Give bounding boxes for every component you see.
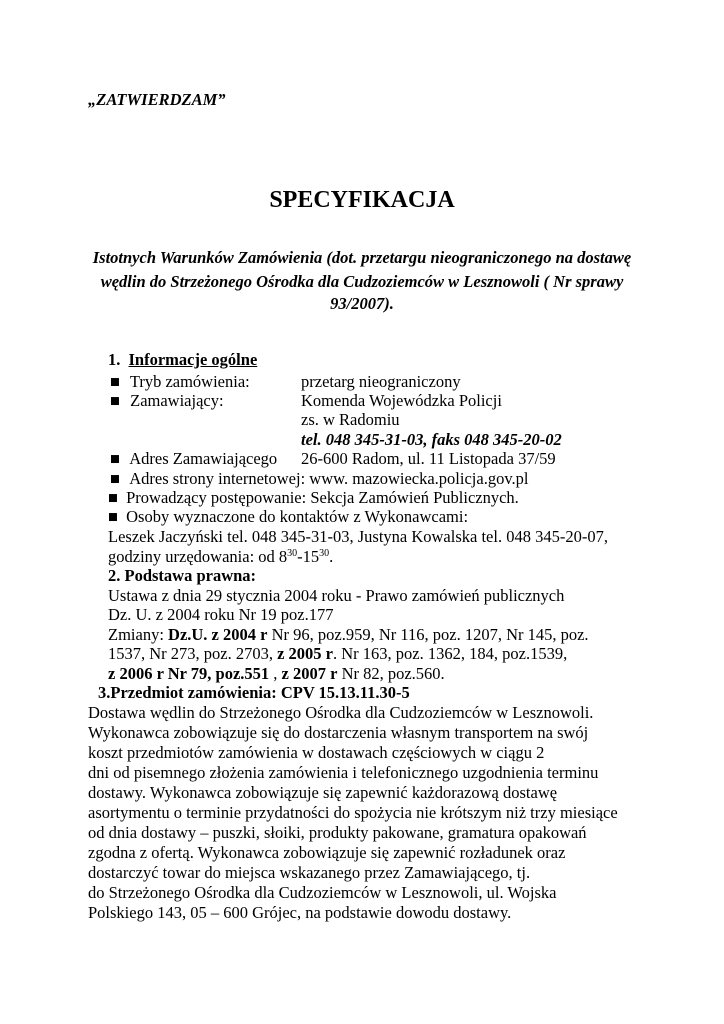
www-text: Adres strony internetowej: www. mazowiecka.policja.gov.pl	[129, 469, 529, 488]
bullet-square-icon: ■	[108, 507, 118, 526]
section-3-line: asortymentu o terminie przydatności do spożycia nie krótszym niż trzy miesiące	[88, 803, 618, 822]
section-3-line: dostawy. Wykonawca zobowiązuje się zapewnić każdorazową dostawę	[88, 783, 558, 802]
section-1-number: 1.	[108, 350, 121, 369]
section-3-line: zgodna z ofertą. Wykonawca zobowiązuje się zapewnić rozładunek oraz	[88, 843, 566, 862]
zmiany-bold: Dz.U. z 2004 r	[168, 625, 268, 644]
bullet-square-icon: ■	[110, 469, 120, 488]
section-2-line-2: Dz. U. z 2004 roku Nr 19 poz.177	[108, 605, 334, 624]
tryb-label: Tryb zamówienia:	[129, 372, 250, 391]
subtitle-line-2: wędlin do Strzeżonego Ośrodka dla Cudzoziemców w Lesznowoli ( Nr sprawy	[100, 272, 624, 291]
godziny-prefix: godziny urzędowania: od 8	[108, 547, 288, 566]
adres-value: 26-600 Radom, ul. 11 Listopada 37/59	[301, 449, 556, 468]
section-2-zmiany	[108, 625, 589, 645]
approval-heading: „ZATWIERDZAM”	[88, 90, 226, 109]
www-row	[110, 469, 528, 489]
section-1-heading	[108, 350, 257, 370]
osoby-text: Osoby wyznaczone do kontaktów z Wykonawcami:	[126, 507, 469, 526]
section-3-line: Polskiego 143, 05 – 600 Grójec, na podstawie dowodu dostawy.	[88, 903, 512, 922]
zmiany-prefix: Zmiany:	[108, 625, 169, 644]
line5-c: z 2007 r	[281, 664, 338, 683]
prowadzacy-text: Prowadzący postępowanie: Sekcja Zamówień Publicznych.	[126, 488, 519, 507]
bullet-square-icon: ■	[110, 449, 120, 468]
prowadzacy-row	[108, 488, 519, 508]
line5-b: ,	[269, 664, 282, 683]
adres-row	[110, 449, 277, 469]
section-2-line-1: Ustawa z dnia 29 stycznia 2004 roku - Prawo zamówień publicznych	[108, 586, 565, 605]
bullet-square-icon: ■	[110, 372, 120, 391]
zamawiajacy-value-2: zs. w Radomiu	[301, 410, 400, 429]
adres-label: Adres Zamawiającego	[129, 449, 278, 468]
godziny-end: .	[329, 547, 334, 566]
bullet-square-icon: ■	[110, 391, 120, 410]
section-3-line: dni od pisemnego złożenia zamówienia i telefonicznego uzgodnienia terminu	[88, 763, 599, 782]
subtitle-line-1: Istotnych Warunków Zamówienia (dot. przetargu nieograniczonego na dostawę	[92, 248, 632, 267]
line5-a: z 2006 r Nr 79, poz.551	[108, 664, 270, 683]
section-3-line: dostarczyć towar do miejsca wskazanego przez Zamawiającego, tj.	[88, 863, 531, 882]
line4-b: z 2005 r	[277, 644, 334, 663]
section-3-line: od dnia dostawy – puszki, słoiki, produkty pakowane, gramatura opakowań	[88, 823, 587, 842]
osoby-row	[108, 507, 468, 527]
zmiany-rest: Nr 96, poz.959, Nr 116, poz. 1207, Nr 145, poz.	[267, 625, 589, 644]
tryb-value: przetarg nieograniczony	[301, 372, 461, 391]
zamawiajacy-phone-fax: tel. 048 345-31-03, faks 048 345-20-02	[301, 430, 562, 449]
section-3-line: do Strzeżonego Ośrodka dla Cudzoziemców w Lesznowoli, ul. Wojska	[88, 883, 557, 902]
line4-c: . Nr 163, poz. 1362, 184, poz.1539,	[333, 644, 568, 663]
section-3-heading: 3.Przedmiot zamówienia: CPV 15.13.11.30-5	[98, 683, 410, 702]
document-title: SPECYFIKACJA	[269, 187, 455, 213]
section-2-heading: 2. Podstawa prawna:	[108, 566, 257, 585]
tryb-row	[110, 372, 250, 392]
bullet-square-icon: ■	[108, 488, 118, 507]
godziny-mid: -15	[297, 547, 320, 566]
section-2-line-5	[108, 664, 445, 684]
section-3-line: Wykonawca zobowiązuje się do dostarczenia własnym transportem na swój	[88, 723, 589, 742]
kontakty-line: Leszek Jaczyński tel. 048 345-31-03, Justyna Kowalska tel. 048 345-20-07,	[108, 527, 608, 546]
godziny-line	[108, 547, 333, 567]
section-3-line: koszt przedmiotów zamówienia w dostawach częściowych w ciągu 2	[88, 743, 545, 762]
godziny-sup-1: 30	[287, 548, 298, 559]
zamawiajacy-value-1: Komenda Wojewódzka Policji	[301, 391, 502, 410]
line5-d: Nr 82, poz.560.	[337, 664, 445, 683]
subtitle-line-3: 93/2007).	[330, 294, 394, 313]
zamawiajacy-row	[110, 391, 224, 411]
line4-a: 1537, Nr 273, poz. 2703,	[108, 644, 278, 663]
section-2-line-4	[108, 644, 567, 664]
zamawiajacy-label: Zamawiający:	[130, 391, 224, 410]
godziny-sup-2: 30	[319, 548, 330, 559]
section-3-line: Dostawa wędlin do Strzeżonego Ośrodka dla Cudzoziemców w Lesznowoli.	[88, 703, 594, 722]
section-1-title: Informacje ogólne	[128, 350, 258, 369]
